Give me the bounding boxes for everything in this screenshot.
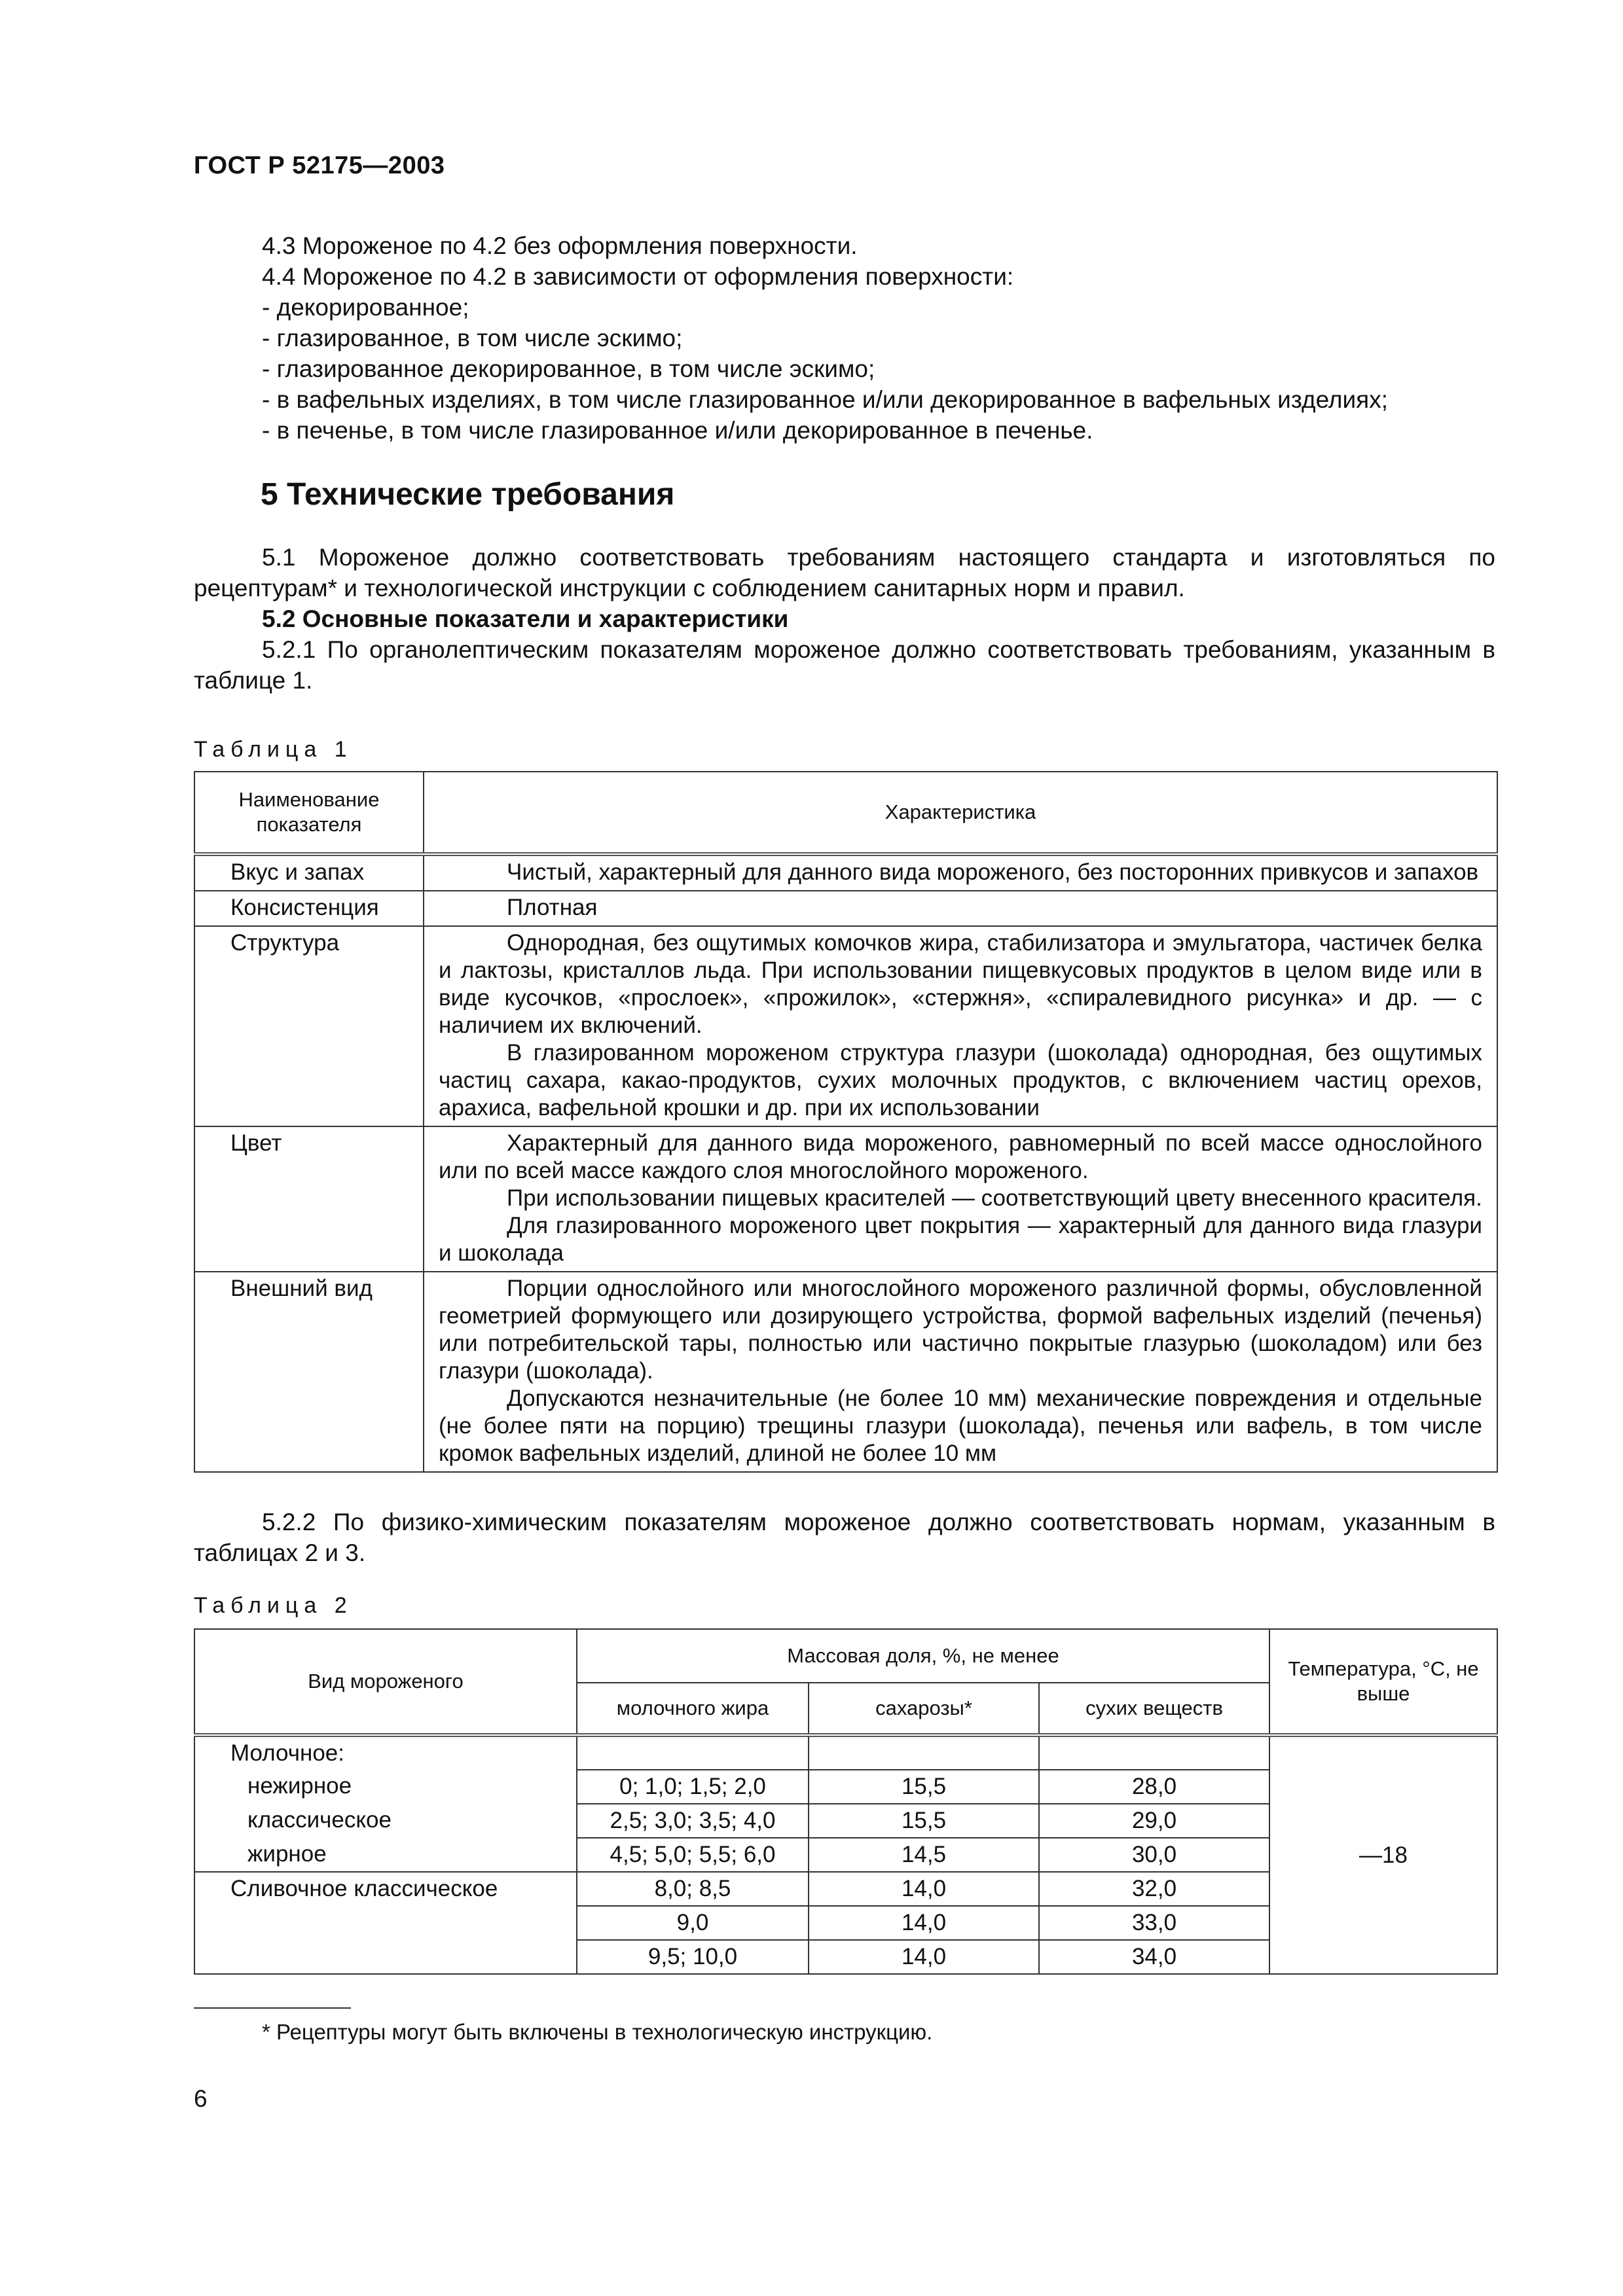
footnote-divider — [194, 2007, 351, 2009]
table-2-temp-value: —18 — [1269, 1735, 1497, 1974]
table-2-header-temp: Температура, °С, не выше — [1269, 1629, 1497, 1735]
list-item: - в вафельных изделиях, в том числе глазированное и/или декорированное в вафельных изделиях; — [262, 386, 1388, 413]
table-1-row-name: Цвет — [194, 1126, 424, 1272]
table-1-caption: Таблица 1 — [194, 737, 353, 762]
table-row — [194, 1272, 1497, 1472]
section-4-block — [194, 230, 1495, 446]
table-2-kind: жирное — [194, 1838, 577, 1872]
paragraph-4-3: 4.3 Мороженое по 4.2 без оформления поверхности. — [262, 232, 858, 259]
table-1-row-text: Чистый, характерный для данного вида мороженого, без посторонних привкусов и запахов — [424, 854, 1497, 891]
table-2-fat: 9,5; 10,0 — [577, 1940, 809, 1974]
table-2-header-fat: молочного жира — [577, 1683, 809, 1735]
table-2-sugar: 14,0 — [809, 1906, 1039, 1940]
page-number: 6 — [194, 2085, 208, 2112]
table-2-sugar: 15,5 — [809, 1804, 1039, 1838]
table-2-header-sugar: сахарозы* — [809, 1683, 1039, 1735]
table-2-solids: 32,0 — [1039, 1872, 1269, 1906]
table-2-fat: 8,0; 8,5 — [577, 1872, 809, 1906]
table-2-sugar: 15,5 — [809, 1770, 1039, 1804]
table-2-solids: 30,0 — [1039, 1838, 1269, 1872]
table-2-kind: Сливочное классическое — [194, 1872, 577, 1974]
table-2-header-kind: Вид мороженого — [194, 1629, 577, 1735]
table-2-sugar: 14,0 — [809, 1940, 1039, 1974]
table-row — [194, 854, 1497, 891]
table-2-fat: 4,5; 5,0; 5,5; 6,0 — [577, 1838, 809, 1872]
table-2-sugar: 14,0 — [809, 1872, 1039, 1906]
list-item: - глазированное, в том числе эскимо; — [262, 325, 683, 351]
list-item: - в печенье, в том числе глазированное и/или декорированное в печенье. — [262, 417, 1093, 444]
table-1-row-text: Характерный для данного вида мороженого, равномерный по всей массе однослойного или по всей массе каждого слоя многослойного мороженого. При использовании пищевых красителей — соответствующий цвету внесенного красителя. Для глазированного мороженого цвет покрытия — характерный для данного вида глазури и шоколада — [424, 1126, 1497, 1272]
paragraph-5-2-1: 5.2.1 По органолептическим показателям мороженое должно соответствовать требованиям, указанным в таблице 1. — [194, 636, 1495, 694]
table-2-solids: 33,0 — [1039, 1906, 1269, 1940]
table-1-row-name: Структура — [194, 926, 424, 1126]
table-2-caption: Таблица 2 — [194, 1593, 353, 1618]
table-2-header-mass: Массовая доля, %, не менее — [577, 1629, 1269, 1683]
table-2 — [194, 1628, 1498, 1975]
heading-5-2: 5.2 Основные показатели и характеристики — [262, 605, 789, 632]
list-item: - глазированное декорированное, в том числе эскимо; — [262, 355, 875, 382]
section-5-title: 5 Технические требования — [261, 477, 675, 512]
table-row — [194, 891, 1497, 926]
table-row — [194, 1126, 1497, 1272]
section-5-block — [194, 542, 1495, 696]
paragraph-5-1: 5.1 Мороженое должно соответствовать требованиям настоящего стандарта и изготовляться по рецептурам* и технологической инструкции с соблюдением санитарных норм и правил. — [194, 544, 1495, 601]
paragraph-5-2-2: 5.2.2 По физико-химическим показателям мороженое должно соответствовать нормам, указанным в таблицах 2 и 3. — [194, 1509, 1495, 1566]
table-2-fat: 0; 1,0; 1,5; 2,0 — [577, 1770, 809, 1804]
table-2-solids: 29,0 — [1039, 1804, 1269, 1838]
table-2-group-label: Молочное: — [194, 1735, 577, 1770]
table-1-header-characteristic: Характеристика — [424, 772, 1497, 854]
table-row — [194, 1735, 1497, 1770]
table-1-row-text: Однородная, без ощутимых комочков жира, стабилизатора и эмульгатора, частичек белка и лактозы, кристаллов льда. При использовании пищевкусовых продуктов в целом виде или в виде кусочков, «прослоек», «прожилок», «стержня», «спиралевидного рисунка» и др. — с наличием их включений. В глазированном мороженом структура глазури (шоколада) однородная, без ощутимых частиц сахара, какао-продуктов, сухих молочных продуктов, с включением частиц орехов, арахиса, вафельной крошки и др. при их использовании — [424, 926, 1497, 1126]
table-2-solids: 34,0 — [1039, 1940, 1269, 1974]
paragraph-4-4: 4.4 Мороженое по 4.2 в зависимости от оформления поверхности: — [262, 263, 1014, 290]
table-1-row-name: Консистенция — [194, 891, 424, 926]
table-1-row-name: Вкус и запах — [194, 854, 424, 891]
table-2-fat: 2,5; 3,0; 3,5; 4,0 — [577, 1804, 809, 1838]
paragraph-5-2-2-block — [194, 1507, 1495, 1568]
table-1-row-text: Порции однослойного или многослойного мороженого различной формы, обусловленной геометрией формующего или дозирующего устройства, формой вафельных изделий (печенья) или потребительской тары, полностью или частично покрытые глазурью (шоколадом) или без глазури (шоколада). Допускаются незначительные (не более 10 мм) механические повреждения и отдельные (не более пяти на порцию) трещины глазури (шоколада), печенья или вафель, в том числе кромок вафельных изделий, длиной не более 10 мм — [424, 1272, 1497, 1472]
table-row — [194, 926, 1497, 1126]
list-item: - декорированное; — [262, 294, 469, 321]
table-1-row-name: Внешний вид — [194, 1272, 424, 1472]
table-2-fat: 9,0 — [577, 1906, 809, 1940]
table-2-header-solids: сухих веществ — [1039, 1683, 1269, 1735]
document-header: ГОСТ Р 52175—2003 — [194, 152, 445, 179]
table-1-row-text: Плотная — [424, 891, 1497, 926]
footnote: * Рецептуры могут быть включены в технологическую инструкцию. — [262, 2020, 933, 2044]
table-2-sugar: 14,5 — [809, 1838, 1039, 1872]
table-2-kind: классическое — [194, 1804, 577, 1838]
table-2-kind: нежирное — [194, 1770, 577, 1804]
table-1-header-name: Наименование показателя — [194, 772, 424, 854]
table-2-solids: 28,0 — [1039, 1770, 1269, 1804]
table-1 — [194, 771, 1498, 1473]
